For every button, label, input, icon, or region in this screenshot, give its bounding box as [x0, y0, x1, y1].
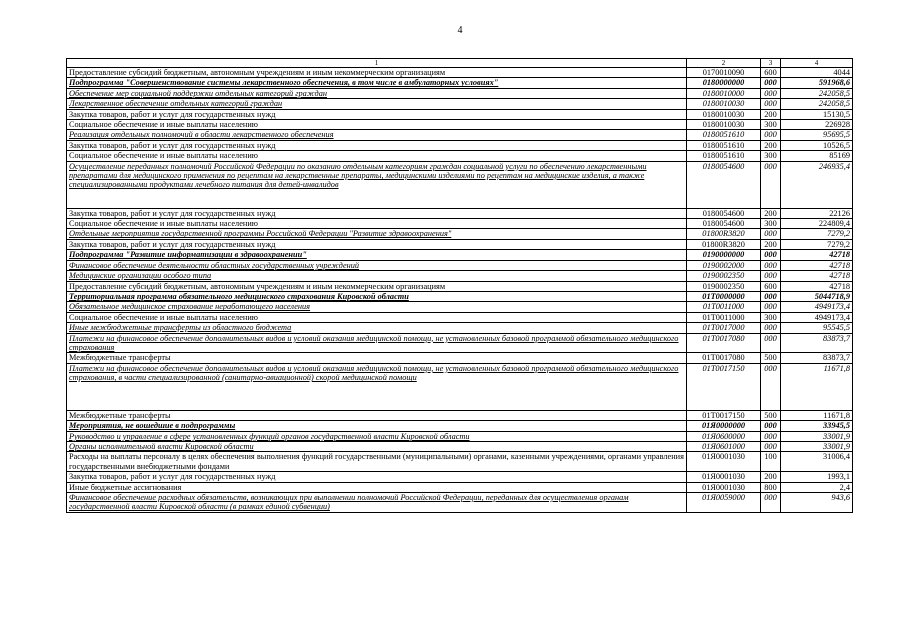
cell-sum: 15130,5	[781, 109, 853, 119]
table-row	[67, 302, 853, 312]
cell-code: 0180010030	[687, 109, 761, 119]
cell-name: Медицинские организации особого типа	[67, 271, 687, 281]
table-row	[67, 472, 853, 482]
cell-code: 01Я0600000	[687, 431, 761, 441]
header-cell-sum: 4	[781, 59, 853, 68]
cell-sum: 42718	[781, 260, 853, 270]
page-number: 4	[457, 25, 463, 36]
header-cell-vr: 3	[761, 59, 781, 68]
cell-code: 0170010090	[687, 68, 761, 78]
cell-sum: 7279,2	[781, 229, 853, 239]
cell-name: Закупка товаров, работ и услуг для государственных нужд	[67, 239, 687, 249]
cell-vr: 000	[761, 323, 781, 333]
cell-sum: 33001,9	[781, 431, 853, 441]
cell-name: Иные межбюджетные трансферты из областного бюджета	[67, 323, 687, 333]
cell-vr: 300	[761, 120, 781, 130]
cell-name: Социальное обеспечение и иные выплаты населению	[67, 120, 687, 130]
cell-vr: 000	[761, 271, 781, 281]
cell-code: 01800R3820	[687, 239, 761, 249]
cell-code: 0180051610	[687, 140, 761, 150]
cell-code: 01Т0011000	[687, 302, 761, 312]
cell-sum: 31006,4	[781, 452, 853, 472]
cell-vr: 300	[761, 312, 781, 322]
table-row	[67, 250, 853, 260]
cell-sum: 4949173,4	[781, 302, 853, 312]
cell-code: 01Т0000000	[687, 291, 761, 301]
cell-name: Финансовое обеспечение расходных обязательств, возникающих при выполнении полномочий Российской Федерации, переданных для осуществления органам государственной власти Кировской области (в рамках единой субвенции)	[67, 493, 687, 513]
cell-code: 0190000000	[687, 250, 761, 260]
cell-name: Межбюджетные трансферты	[67, 353, 687, 363]
cell-vr: 200	[761, 239, 781, 249]
cell-sum: 226928	[781, 120, 853, 130]
cell-name: Закупка товаров, работ и услуг для государственных нужд	[67, 109, 687, 119]
table-row	[67, 78, 853, 88]
cell-name: Обязательное медицинское страхование неработающего населения	[67, 302, 687, 312]
table-row	[67, 109, 853, 119]
cell-vr: 500	[761, 410, 781, 420]
cell-vr: 000	[761, 493, 781, 513]
cell-sum: 83873,7	[781, 333, 853, 353]
cell-code: 01Т0017080	[687, 353, 761, 363]
table-row	[67, 493, 853, 513]
table-row	[67, 281, 853, 291]
cell-sum: 2,4	[781, 482, 853, 492]
cell-vr: 300	[761, 219, 781, 229]
cell-sum: 11671,8	[781, 363, 853, 410]
cell-name: Социальное обеспечение и иные выплаты населению	[67, 312, 687, 322]
cell-name: Социальное обеспечение и иные выплаты населению	[67, 219, 687, 229]
table-row	[67, 260, 853, 270]
cell-sum: 33001,9	[781, 441, 853, 451]
table-row	[67, 120, 853, 130]
cell-code: 01Я0059000	[687, 493, 761, 513]
cell-vr: 000	[761, 229, 781, 239]
cell-vr: 600	[761, 68, 781, 78]
table-row	[67, 421, 853, 431]
cell-sum: 242058,5	[781, 88, 853, 98]
table-row	[67, 431, 853, 441]
cell-sum: 95695,5	[781, 130, 853, 140]
cell-code: 0180054600	[687, 208, 761, 218]
table-row	[67, 410, 853, 420]
table-row	[67, 441, 853, 451]
cell-sum: 95545,5	[781, 323, 853, 333]
cell-sum: 10526,5	[781, 140, 853, 150]
cell-code: 01Я0601000	[687, 441, 761, 451]
table-row	[67, 482, 853, 492]
table-row	[67, 229, 853, 239]
budget-table	[66, 58, 853, 513]
cell-name: Закупка товаров, работ и услуг для государственных нужд	[67, 140, 687, 150]
cell-vr: 000	[761, 333, 781, 353]
cell-code: 0190002000	[687, 260, 761, 270]
cell-vr: 800	[761, 482, 781, 492]
cell-sum: 11671,8	[781, 410, 853, 420]
cell-sum: 4044	[781, 68, 853, 78]
cell-sum: 4949173,4	[781, 312, 853, 322]
cell-sum: 85169	[781, 151, 853, 161]
cell-name: Закупка товаров, работ и услуг для государственных нужд	[67, 208, 687, 218]
table-row	[67, 68, 853, 78]
cell-sum: 242058,5	[781, 99, 853, 109]
cell-code: 01Т0017150	[687, 410, 761, 420]
cell-sum: 83873,7	[781, 353, 853, 363]
table-row	[67, 353, 853, 363]
cell-code: 0180010000	[687, 88, 761, 98]
cell-sum: 42718	[781, 250, 853, 260]
table-row	[67, 239, 853, 249]
table-header-row	[67, 59, 853, 68]
cell-name: Руководство и управление в сфере установленных функций органов государственной власти Кировской области	[67, 431, 687, 441]
cell-code: 01Т0017150	[687, 363, 761, 410]
cell-name: Межбюджетные трансферты	[67, 410, 687, 420]
table-row	[67, 208, 853, 218]
table-row	[67, 271, 853, 281]
cell-sum: 224809,4	[781, 219, 853, 229]
cell-name: Финансовое обеспечение деятельности областных государственных учреждений	[67, 260, 687, 270]
cell-vr: 200	[761, 140, 781, 150]
cell-name: Подпрограмма "Развитие информатизации в здравоохранении"	[67, 250, 687, 260]
table-row	[67, 363, 853, 410]
cell-vr: 000	[761, 302, 781, 312]
cell-code: 01Я0000000	[687, 421, 761, 431]
cell-vr: 200	[761, 109, 781, 119]
cell-vr: 000	[761, 250, 781, 260]
cell-vr: 000	[761, 78, 781, 88]
table-row	[67, 333, 853, 353]
cell-sum: 5044718,9	[781, 291, 853, 301]
cell-name: Закупка товаров, работ и услуг для государственных нужд	[67, 472, 687, 482]
cell-vr: 000	[761, 363, 781, 410]
cell-vr: 500	[761, 353, 781, 363]
cell-name: Осуществление переданных полномочий Российской Федерации по оказанию отдельным категориям граждан социальной услуги по обеспечению лекарственными препаратами для медицинского применения по рецептам на лекарственные препараты, медицинскими изделиями по рецептам на медицинские изделия, а также специализированными продуктами лечебного питания для детей-инвалидов	[67, 161, 687, 208]
cell-code: 0180010030	[687, 120, 761, 130]
cell-sum: 246935,4	[781, 161, 853, 208]
cell-code: 01Т0017080	[687, 333, 761, 353]
table-row	[67, 219, 853, 229]
table-row	[67, 323, 853, 333]
table-row	[67, 151, 853, 161]
cell-sum: 22126	[781, 208, 853, 218]
cell-code: 0180010030	[687, 99, 761, 109]
cell-code: 0180000000	[687, 78, 761, 88]
table-row	[67, 291, 853, 301]
cell-sum: 42718	[781, 271, 853, 281]
cell-name: Иные бюджетные ассигнования	[67, 482, 687, 492]
cell-name: Платежи на финансовое обеспечение дополнительных видов и условий оказания медицинской помощи, не установленных базовой программой обязательного медицинского страхования, в части специализированной (санитарно-авиационной) скорой медицинской помощи	[67, 363, 687, 410]
cell-name: Социальное обеспечение и иные выплаты населению	[67, 151, 687, 161]
cell-sum: 1993,1	[781, 472, 853, 482]
cell-code: 0190002350	[687, 271, 761, 281]
table-row	[67, 130, 853, 140]
cell-vr: 000	[761, 431, 781, 441]
cell-name: Расходы на выплаты персоналу в целях обеспечения выполнения функций государственными (муниципальными) органами, казенными учреждениями, органами управления государственными внебюджетными фондами	[67, 452, 687, 472]
cell-vr: 000	[761, 441, 781, 451]
cell-name: Предоставление субсидий бюджетным, автономным учреждениям и иным некоммерческим организациям	[67, 281, 687, 291]
cell-code: 01Т0011000	[687, 312, 761, 322]
cell-sum: 42718	[781, 281, 853, 291]
cell-vr: 000	[761, 161, 781, 208]
cell-code: 01Т0017000	[687, 323, 761, 333]
cell-vr: 000	[761, 130, 781, 140]
cell-vr: 200	[761, 472, 781, 482]
cell-code: 0180051610	[687, 151, 761, 161]
cell-name: Территориальная программа обязательного медицинского страхования Кировской области	[67, 291, 687, 301]
cell-name: Предоставление субсидий бюджетным, автономным учреждениям и иным некоммерческим организациям	[67, 68, 687, 78]
cell-code: 0180054600	[687, 161, 761, 208]
cell-name: Отдельные мероприятия государственной программы Российской Федерации "Развитие здравоохранения"	[67, 229, 687, 239]
cell-code: 0190002350	[687, 281, 761, 291]
cell-code: 0180051610	[687, 130, 761, 140]
cell-vr: 000	[761, 421, 781, 431]
table-row	[67, 452, 853, 472]
cell-name: Обеспечение мер социальной поддержки отдельных категорий граждан	[67, 88, 687, 98]
cell-name: Органы исполнительной власти Кировской области	[67, 441, 687, 451]
cell-vr: 100	[761, 452, 781, 472]
cell-vr: 000	[761, 99, 781, 109]
table-row	[67, 312, 853, 322]
cell-code: 01Я0001030	[687, 452, 761, 472]
table-row	[67, 88, 853, 98]
cell-sum: 591968,6	[781, 78, 853, 88]
cell-name: Лекарственное обеспечение отдельных категорий граждан	[67, 99, 687, 109]
cell-vr: 300	[761, 151, 781, 161]
cell-vr: 000	[761, 88, 781, 98]
cell-sum: 7279,2	[781, 239, 853, 249]
cell-vr: 000	[761, 260, 781, 270]
table-row	[67, 161, 853, 208]
cell-code: 01Я0001030	[687, 472, 761, 482]
cell-sum: 943,6	[781, 493, 853, 513]
cell-vr: 600	[761, 281, 781, 291]
table-row	[67, 140, 853, 150]
cell-code: 01Я0001030	[687, 482, 761, 492]
header-cell-name: 1	[67, 59, 687, 68]
cell-name: Мероприятия, не вошедшие в подпрограммы	[67, 421, 687, 431]
cell-vr: 000	[761, 291, 781, 301]
cell-vr: 200	[761, 208, 781, 218]
table-row	[67, 99, 853, 109]
cell-sum: 33945,5	[781, 421, 853, 431]
cell-name: Подпрограмма "Совершенствование системы лекарственного обеспечения, в том числе в амбулаторных условиях"	[67, 78, 687, 88]
cell-code: 01800R3820	[687, 229, 761, 239]
cell-code: 0180054600	[687, 219, 761, 229]
header-cell-code: 2	[687, 59, 761, 68]
cell-name: Платежи на финансовое обеспечение дополнительных видов и условий оказания медицинской помощи, не установленных базовой программой обязательного медицинского страхования	[67, 333, 687, 353]
cell-name: Реализация отдельных полномочий в области лекарственного обеспечения	[67, 130, 687, 140]
